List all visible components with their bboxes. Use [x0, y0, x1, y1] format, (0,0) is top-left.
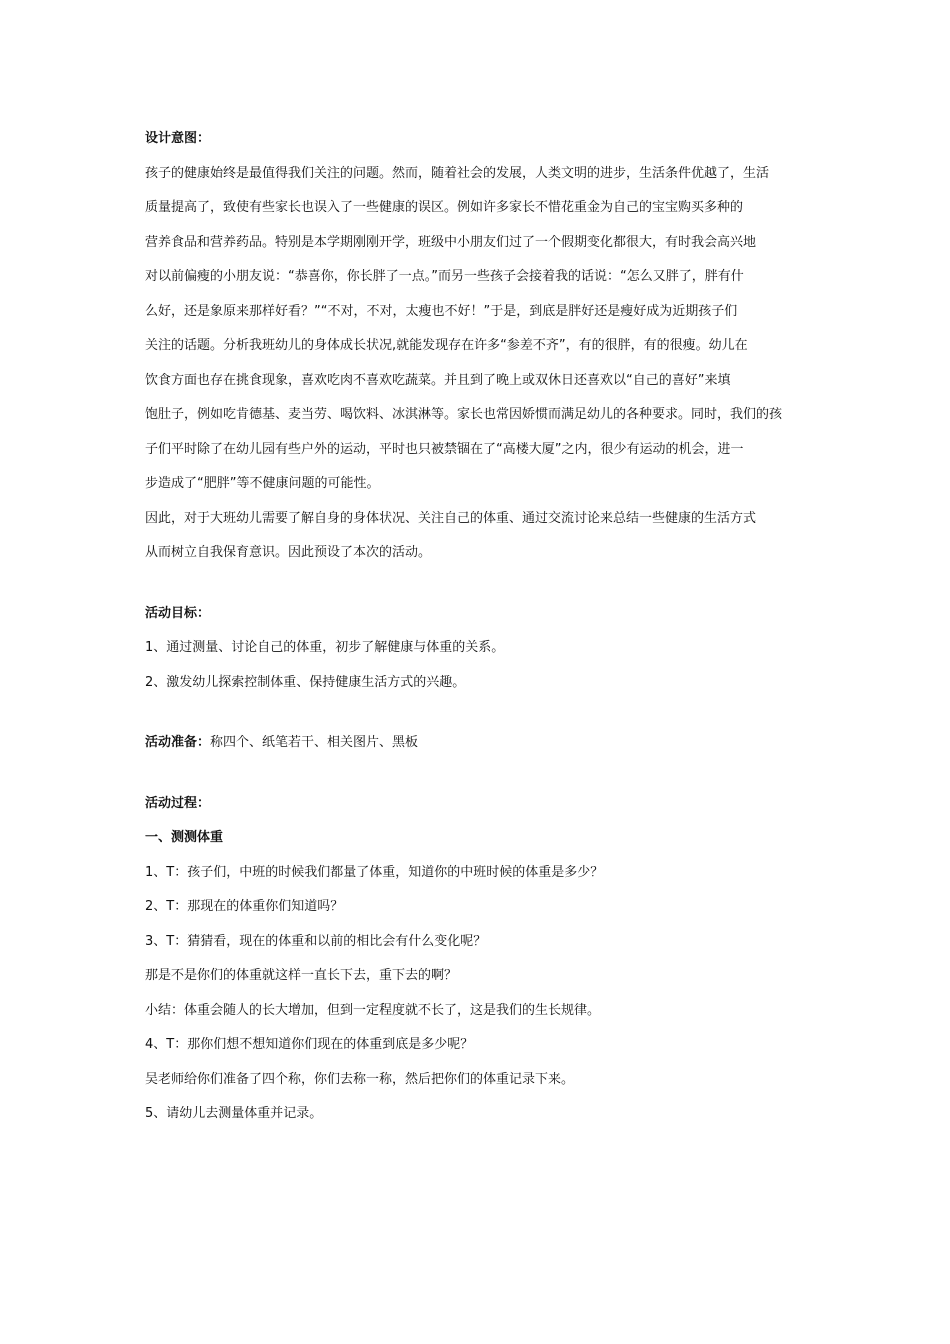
section-gap: [145, 700, 810, 726]
process-line: 那是不是你们的体重就这样一直长下去，重下去的啊？: [145, 968, 458, 983]
process-line: 1、T：孩子们，中班的时候我们都量了体重，知道你的中班时候的体重是多少？: [145, 864, 604, 880]
goal-item: 2、激发幼儿探索控制体重、保持健康生活方式的兴趣。: [145, 674, 466, 690]
goals-heading: 活动目标：: [145, 605, 211, 621]
design-para1-line: 步造成了“肥胖”等不健康问题的可能性。: [145, 476, 380, 491]
design-para1-line: 孩子的健康始终是最值得我们关注的问题。然而，随着社会的发展，人类文明的进步，生活条件优越了，生活: [145, 165, 770, 181]
prep-text: 称四个、纸笔若干、相关图片、黑板: [210, 735, 419, 750]
section-gap: [145, 761, 810, 787]
design-para1-line: 饮食方面也存在挑食现象，喜欢吃肉不喜欢吃蔬菜。并且到了晚上或双休日还喜欢以“自己的喜好”来填: [145, 372, 731, 388]
process-heading: 活动过程：: [145, 795, 211, 811]
design-para2-line: 因此，对于大班幼儿需要了解自身的身体状况、关注自己的体重、通过交流讨论来总结一些健康的生活方式: [145, 510, 757, 526]
document-body: [145, 122, 810, 1132]
section-gap: [145, 571, 810, 597]
design-para1-line: 饱肚子，例如吃肯德基、麦当劳、喝饮料、冰淇淋等。家长也常因娇惯而满足幼儿的各种要求。同时，我们的孩: [145, 407, 783, 422]
process-line: 2、T：那现在的体重你们知道吗？: [145, 899, 344, 914]
design-para1-line: 营养食品和营养药品。特别是本学期刚刚开学，班级中小朋友们过了一个假期变化都很大，有时我会高兴地: [145, 234, 757, 250]
process-line: 5、请幼儿去测量体重并记录。: [145, 1106, 323, 1121]
process-line: 吴老师给你们准备了四个称，你们去称一称，然后把你们的体重记录下来。: [145, 1071, 575, 1087]
design-para1-line: 子们平时除了在幼儿园有些户外的运动，平时也只被禁锢在了“高楼大厦”之内，很少有运动的机会，进一: [145, 441, 744, 457]
design-para1-line: 关注的话题。分析我班幼儿的身体成长状况,就能发现存在许多“参差不齐”，有的很胖，有的很瘦。幼儿在: [145, 338, 748, 353]
prep-line: [145, 726, 810, 761]
design-para1-line: 么好，还是象原来那样好看？”“不对，不对，太瘦也不好！”于是，到底是胖好还是瘦好成为近期孩子们: [145, 303, 738, 319]
design-para1-line: 对以前偏瘦的小朋友说：“恭喜你，你长胖了一点。”而另一些孩子会接着我的话说：“怎么又胖了，胖有什: [145, 269, 744, 284]
process-section-title: 一、测测体重: [145, 830, 224, 845]
goal-item: 1、通过测量、讨论自己的体重，初步了解健康与体重的关系。: [145, 640, 505, 655]
process-line: 3、T：猜猜看，现在的体重和以前的相比会有什么变化呢？: [145, 933, 487, 949]
design-heading: 设计意图：: [145, 131, 211, 146]
process-line: 小结：体重会随人的长大增加，但到一定程度就不长了，这是我们的生长规律。: [145, 1002, 601, 1018]
design-para1-line: 质量提高了，致使有些家长也误入了一些健康的误区。例如许多家长不惜花重金为自己的宝宝购买多种的: [145, 200, 744, 215]
process-line: 4、T：那你们想不想知道你们现在的体重到底是多少呢？: [145, 1037, 474, 1052]
prep-label: 活动准备：: [145, 735, 211, 750]
design-para2-line: 从而树立自我保育意识。因此预设了本次的活动。: [145, 545, 432, 560]
